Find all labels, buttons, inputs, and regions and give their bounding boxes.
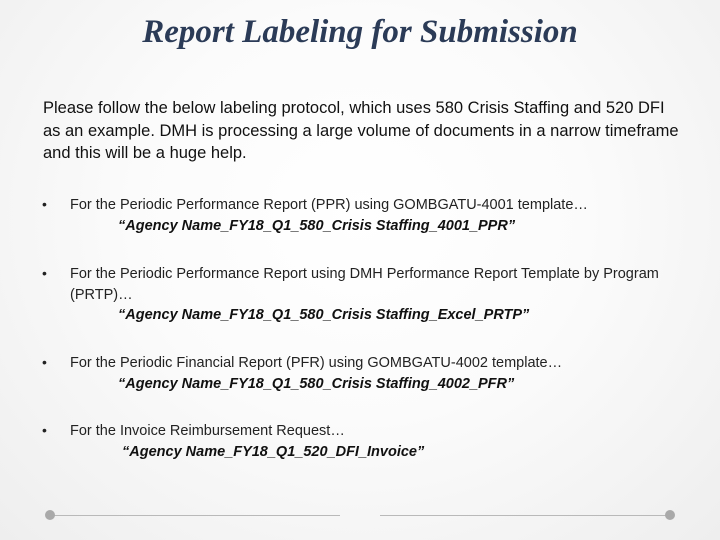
frame-divider-right (380, 515, 670, 516)
intro-paragraph: Please follow the below labeling protocol, which uses 580 Crisis Staffing and 520 DFI as an example. DMH is processing a large volume of documents in a narrow timeframe and this will be a huge help. (43, 99, 679, 162)
bullet-item-prtp-filename: “Agency Name_FY18_Q1_580_Crisis Staffing_Excel_PRTP” (118, 307, 530, 323)
bullet-item-ppr-filename: “Agency Name_FY18_Q1_580_Crisis Staffing_4001_PPR” (118, 218, 516, 234)
slide-title: Report Labeling for Submission (142, 14, 578, 50)
bullet-item-ppr-text: For the Periodic Performance Report (PPR) using GOMBGATU-4001 template… (70, 197, 588, 213)
bullet-item-prtp-text: For the Periodic Performance Report using DMH Performance Report Template by Program (PRTP)… (70, 266, 659, 303)
bullet-marker: • (42, 265, 47, 281)
frame-dot-left (45, 510, 55, 520)
bullet-marker: • (42, 196, 47, 212)
bullet-item-invoice-text: For the Invoice Reimbursement Request… (70, 423, 345, 439)
bullet-item-invoice-filename: “Agency Name_FY18_Q1_520_DFI_Invoice” (122, 444, 425, 460)
bullet-item-pfr-filename: “Agency Name_FY18_Q1_580_Crisis Staffing_4002_PFR” (118, 376, 515, 392)
bullet-item-pfr-text: For the Periodic Financial Report (PFR) using GOMBGATU-4002 template… (70, 355, 563, 371)
bullet-marker: • (42, 422, 47, 438)
bullet-marker: • (42, 354, 47, 370)
frame-dot-right (665, 510, 675, 520)
frame-divider-left (50, 515, 340, 516)
